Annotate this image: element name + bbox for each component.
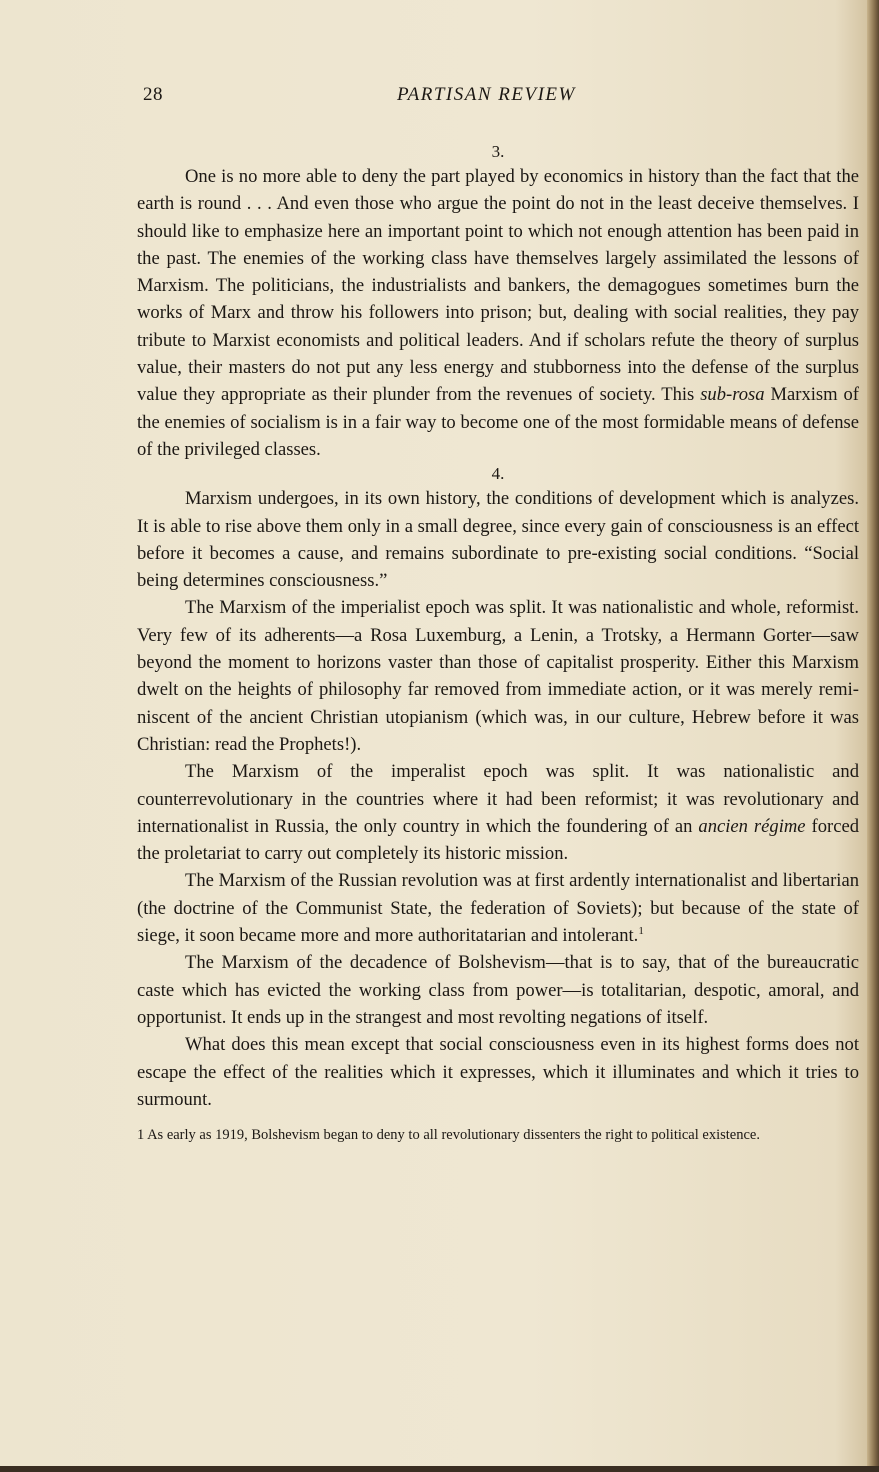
running-title: PARTISAN REVIEW: [397, 84, 576, 105]
paragraph: [137, 594, 859, 758]
page-number: 28: [143, 84, 163, 105]
text-run: The Marxism of the decadence of Bolshevism—that is to say, that of the bureaucratic caste which has evicted the working class from power—is totalitarian, despotic, amoral, and opportunist. It ends up in the strangest and most revolting negations of itself.: [137, 952, 859, 1028]
text-run: Marxism of the enemies of socialism is in a fair way to become one of the most formidable means of defense of the privileged classes.: [137, 384, 859, 460]
paragraph: [137, 867, 859, 949]
text-run: The Marxism of the Russian revolution was at first ardently internationalist and libertarian (the doctrine of the Communist State, the federation of Soviets); but because of the state of siege, it soon became more and more authoritatarian and intolerant.: [137, 870, 859, 947]
text-run: The Marxism of the imperalist epoch was split. It was nationalistic and counterrevolutionary in the countries where it had been reformist; it was revolutionary and internationalist in Russia, the only country in which the foundering of an: [137, 761, 859, 837]
italic-text: ancien régime: [698, 815, 806, 837]
paragraph: [137, 758, 859, 867]
text-run: The Marxism of the imperialist epoch was split. It was nationalistic and whole, reformist. Very few of its adherents—a Rosa Luxemburg, a Lenin, a Trotsky, a Hermann Gorter—saw beyond the moment to horizons vaster than those of capitalist prosperity. Either this Marxism dwelt on the heights of philosophy far removed from immediate action, or it was merely reminiscent of the ancient Christian utopianism (which was, in our culture, Hebrew before it was Christian: read the Prophets!).: [137, 597, 859, 755]
text-run: One is no more able to deny the part played by economics in history than the fact that the earth is round . . . And even those who argue the point do not in the least deceive themselves. I should like to emphasize here an important point to which not enough attention has been paid in the past. The enemies of the working class have themselves largely assimilated the lessons of Marxism. The politicians, the industrialists and bankers, the demagogues sometimes burn the works of Marx and throw his followers into prison; but, dealing with social realities, they pay tribute to Marxist economists and political leaders. And if scholars refute the theory of surplus value, their masters do not put any less energy and stubborness into the defense of the surplus value they appropriate as their plunder from the revenues of society. This: [137, 166, 859, 406]
text-run: Marxism undergoes, in its own history, the conditions of development which is analyzes. It is able to rise above them only in a small degree, since every gain of consciousness is an effect before it becomes a cause, and remains subordinate to pre-existing social conditions. “Social being determines consciousness.”: [137, 488, 859, 592]
text-run: forced the proletariat to carry out completely its historic mission.: [137, 815, 859, 865]
paragraph: [137, 485, 859, 594]
italic-text: sub-rosa: [700, 384, 765, 406]
article-body: [137, 141, 859, 1144]
paragraph: [137, 1031, 859, 1113]
text-run: What does this mean except that social consciousness even in its highest forms does not escape the effect of the realities which it expresses, which it illuminates and which it tries to surmount.: [137, 1034, 859, 1110]
footnote-marker: 1: [638, 924, 644, 937]
page-header: [143, 84, 858, 114]
section-number: 4.: [491, 464, 505, 484]
paragraph: [137, 163, 859, 463]
paragraph: [137, 949, 859, 1031]
page-bottom-edge: [0, 1466, 879, 1472]
section-number: 3.: [491, 142, 505, 161]
footnote: 1 As early as 1919, Bolshevism began to deny to all revolutionary dissenters the right to political existence.: [137, 1127, 760, 1144]
page-edge-shadow: [867, 0, 879, 1472]
